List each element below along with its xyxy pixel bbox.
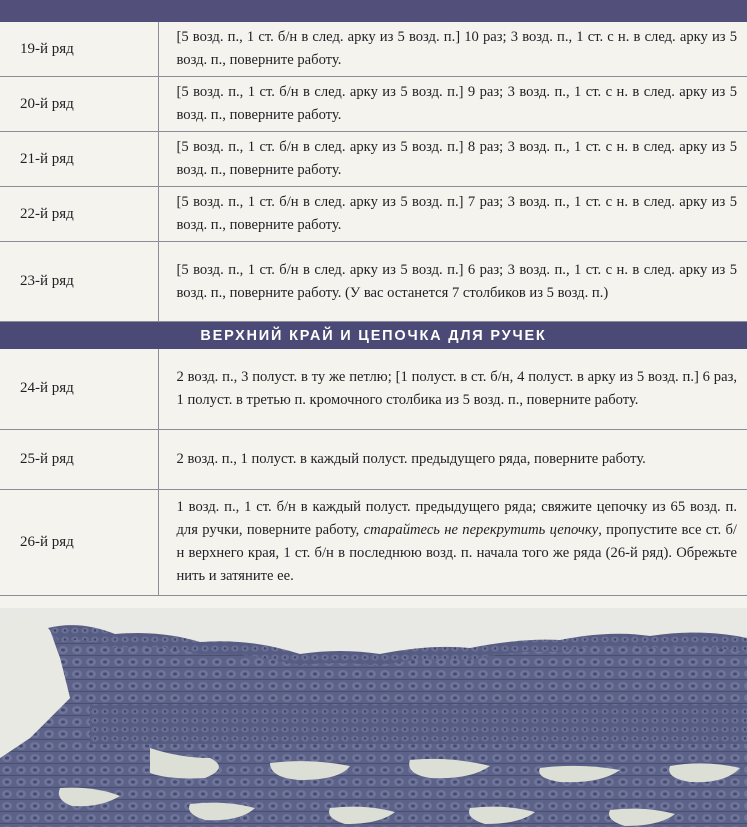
section-header-row [0,322,747,350]
row-label: 23-й ряд [0,242,158,322]
row-label: 19-й ряд [0,22,158,77]
top-band [0,0,747,22]
row-label: 25-й ряд [0,429,158,489]
row-instruction: [5 возд. п., 1 ст. б/н в след. арку из 5 возд. п.] 9 раз; 3 возд. п., 1 ст. с н. в след. арку из 5 возд. п., поверните работу. [158,77,747,132]
row-instruction: 2 возд. п., 3 полуст. в ту же петлю; [1 полуст. в ст. б/н, 4 полуст. в арку из 5 возд. п.] 6 раз, 1 полуст. в третью п. кромочного столбика из 5 возд. п., поверните работу. [158,349,747,429]
table-row [0,349,747,429]
instruction-text: 1 возд. п., 1 ст. б/н в каждый полуст. предыдущего ряда; свяжите цепочку из 65 возд. п. для ручки, поверните работу, [176,499,737,538]
crochet-edge-illustration [0,608,747,827]
instruction-emphasis: старайтесь не перекрутить цепочку [363,522,599,538]
instructions-table [0,22,747,596]
row-instruction: [5 возд. п., 1 ст. б/н в след. арку из 5 возд. п.] 10 раз; 3 возд. п., 1 ст. с н. в след. арку из 5 возд. п., поверните работу. [158,22,747,77]
row-instruction: 2 возд. п., 1 полуст. в каждый полуст. предыдущего ряда, поверните работу. [158,429,747,489]
row-instruction [158,489,747,595]
table-row [0,77,747,132]
instructions-table-wrap [0,22,747,596]
fabric-band [90,704,747,744]
crochet-photo [0,608,747,827]
table-row [0,132,747,187]
row-label: 22-й ряд [0,187,158,242]
section-title: ВЕРХНИЙ КРАЙ И ЦЕПОЧКА ДЛЯ РУЧЕК [0,322,747,350]
table-row [0,242,747,322]
row-label: 24-й ряд [0,349,158,429]
row-instruction: [5 возд. п., 1 ст. б/н в след. арку из 5 возд. п.] 8 раз; 3 возд. п., 1 ст. с н. в след. арку из 5 возд. п., поверните работу. [158,132,747,187]
table-row [0,429,747,489]
table-row [0,187,747,242]
row-label: 26-й ряд [0,489,158,595]
instruction-text: , пропустите все ст. б/н верхнего края, 1 ст. б/н в последнюю возд. п. начала того же ряда (26-й ряд). Обрежьте нить и затяните ее. [176,522,737,584]
table-row [0,22,747,77]
row-label: 21-й ряд [0,132,158,187]
row-instruction: [5 возд. п., 1 ст. б/н в след. арку из 5 возд. п.] 7 раз; 3 возд. п., 1 ст. с н. в след. арку из 5 возд. п., поверните работу. [158,187,747,242]
row-label: 20-й ряд [0,77,158,132]
table-row [0,489,747,595]
row-instruction: [5 возд. п., 1 ст. б/н в след. арку из 5 возд. п.] 6 раз; 3 возд. п., 1 ст. с н. в след. арку из 5 возд. п., поверните работу. (У вас останется 7 столбиков из 5 возд. п.) [158,242,747,322]
